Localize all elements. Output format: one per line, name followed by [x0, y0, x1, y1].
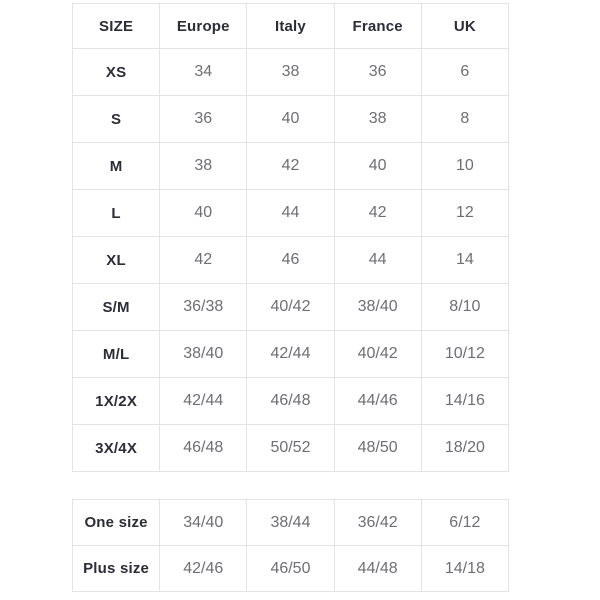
size-value-cell: 46/48	[247, 378, 334, 425]
size-value-cell: 44	[334, 237, 421, 284]
main-size-table-container	[72, 3, 509, 472]
size-value-cell: 36/42	[334, 500, 421, 546]
size-value-cell: 42	[334, 190, 421, 237]
size-value-cell: 46/50	[247, 546, 334, 592]
size-value-cell: 6/12	[421, 500, 508, 546]
size-value-cell: 36	[160, 96, 247, 143]
size-label-cell: One size	[73, 500, 160, 546]
size-value-cell: 44/46	[334, 378, 421, 425]
size-value-cell: 36	[334, 49, 421, 96]
size-value-cell: 40/42	[247, 284, 334, 331]
size-value-cell: 14/16	[421, 378, 508, 425]
column-header-cell: SIZE	[73, 4, 160, 49]
secondary-size-table-body	[73, 500, 509, 592]
size-value-cell: 36/38	[160, 284, 247, 331]
size-label-cell: S	[73, 96, 160, 143]
size-value-cell: 14/18	[421, 546, 508, 592]
size-value-cell: 50/52	[247, 425, 334, 472]
size-value-cell: 34/40	[160, 500, 247, 546]
table-row	[73, 190, 509, 237]
size-value-cell: 38/40	[160, 331, 247, 378]
table-row	[73, 49, 509, 96]
column-header-cell: Europe	[160, 4, 247, 49]
table-row	[73, 425, 509, 472]
size-value-cell: 38	[160, 143, 247, 190]
column-header-cell: France	[334, 4, 421, 49]
size-value-cell: 38/40	[334, 284, 421, 331]
size-label-cell: Plus size	[73, 546, 160, 592]
size-value-cell: 38/44	[247, 500, 334, 546]
size-value-cell: 18/20	[421, 425, 508, 472]
size-value-cell: 46/48	[160, 425, 247, 472]
size-value-cell: 14	[421, 237, 508, 284]
column-header-cell: Italy	[247, 4, 334, 49]
size-label-cell: XL	[73, 237, 160, 284]
table-row	[73, 284, 509, 331]
size-value-cell: 12	[421, 190, 508, 237]
size-value-cell: 42	[160, 237, 247, 284]
main-size-table-header	[73, 4, 509, 49]
table-row	[73, 378, 509, 425]
size-value-cell: 8	[421, 96, 508, 143]
column-header-cell: UK	[421, 4, 508, 49]
size-value-cell: 42	[247, 143, 334, 190]
size-value-cell: 48/50	[334, 425, 421, 472]
table-row	[73, 546, 509, 592]
secondary-size-table	[72, 499, 509, 592]
size-value-cell: 46	[247, 237, 334, 284]
size-label-cell: XS	[73, 49, 160, 96]
size-value-cell: 40	[334, 143, 421, 190]
main-size-table-body	[73, 49, 509, 472]
size-value-cell: 38	[247, 49, 334, 96]
secondary-size-table-container	[72, 499, 509, 592]
size-value-cell: 38	[334, 96, 421, 143]
size-value-cell: 10	[421, 143, 508, 190]
size-label-cell: M/L	[73, 331, 160, 378]
table-row	[73, 500, 509, 546]
size-value-cell: 44/48	[334, 546, 421, 592]
table-row	[73, 143, 509, 190]
size-value-cell: 10/12	[421, 331, 508, 378]
size-value-cell: 8/10	[421, 284, 508, 331]
size-value-cell: 40	[160, 190, 247, 237]
size-value-cell: 42/46	[160, 546, 247, 592]
size-value-cell: 40/42	[334, 331, 421, 378]
main-size-table	[72, 3, 509, 472]
table-row	[73, 96, 509, 143]
size-value-cell: 42/44	[247, 331, 334, 378]
size-label-cell: 3X/4X	[73, 425, 160, 472]
table-header-row	[73, 4, 509, 49]
table-row	[73, 331, 509, 378]
table-row	[73, 237, 509, 284]
size-value-cell: 42/44	[160, 378, 247, 425]
size-label-cell: M	[73, 143, 160, 190]
size-label-cell: S/M	[73, 284, 160, 331]
size-label-cell: 1X/2X	[73, 378, 160, 425]
size-value-cell: 34	[160, 49, 247, 96]
size-value-cell: 44	[247, 190, 334, 237]
size-value-cell: 40	[247, 96, 334, 143]
size-value-cell: 6	[421, 49, 508, 96]
size-label-cell: L	[73, 190, 160, 237]
